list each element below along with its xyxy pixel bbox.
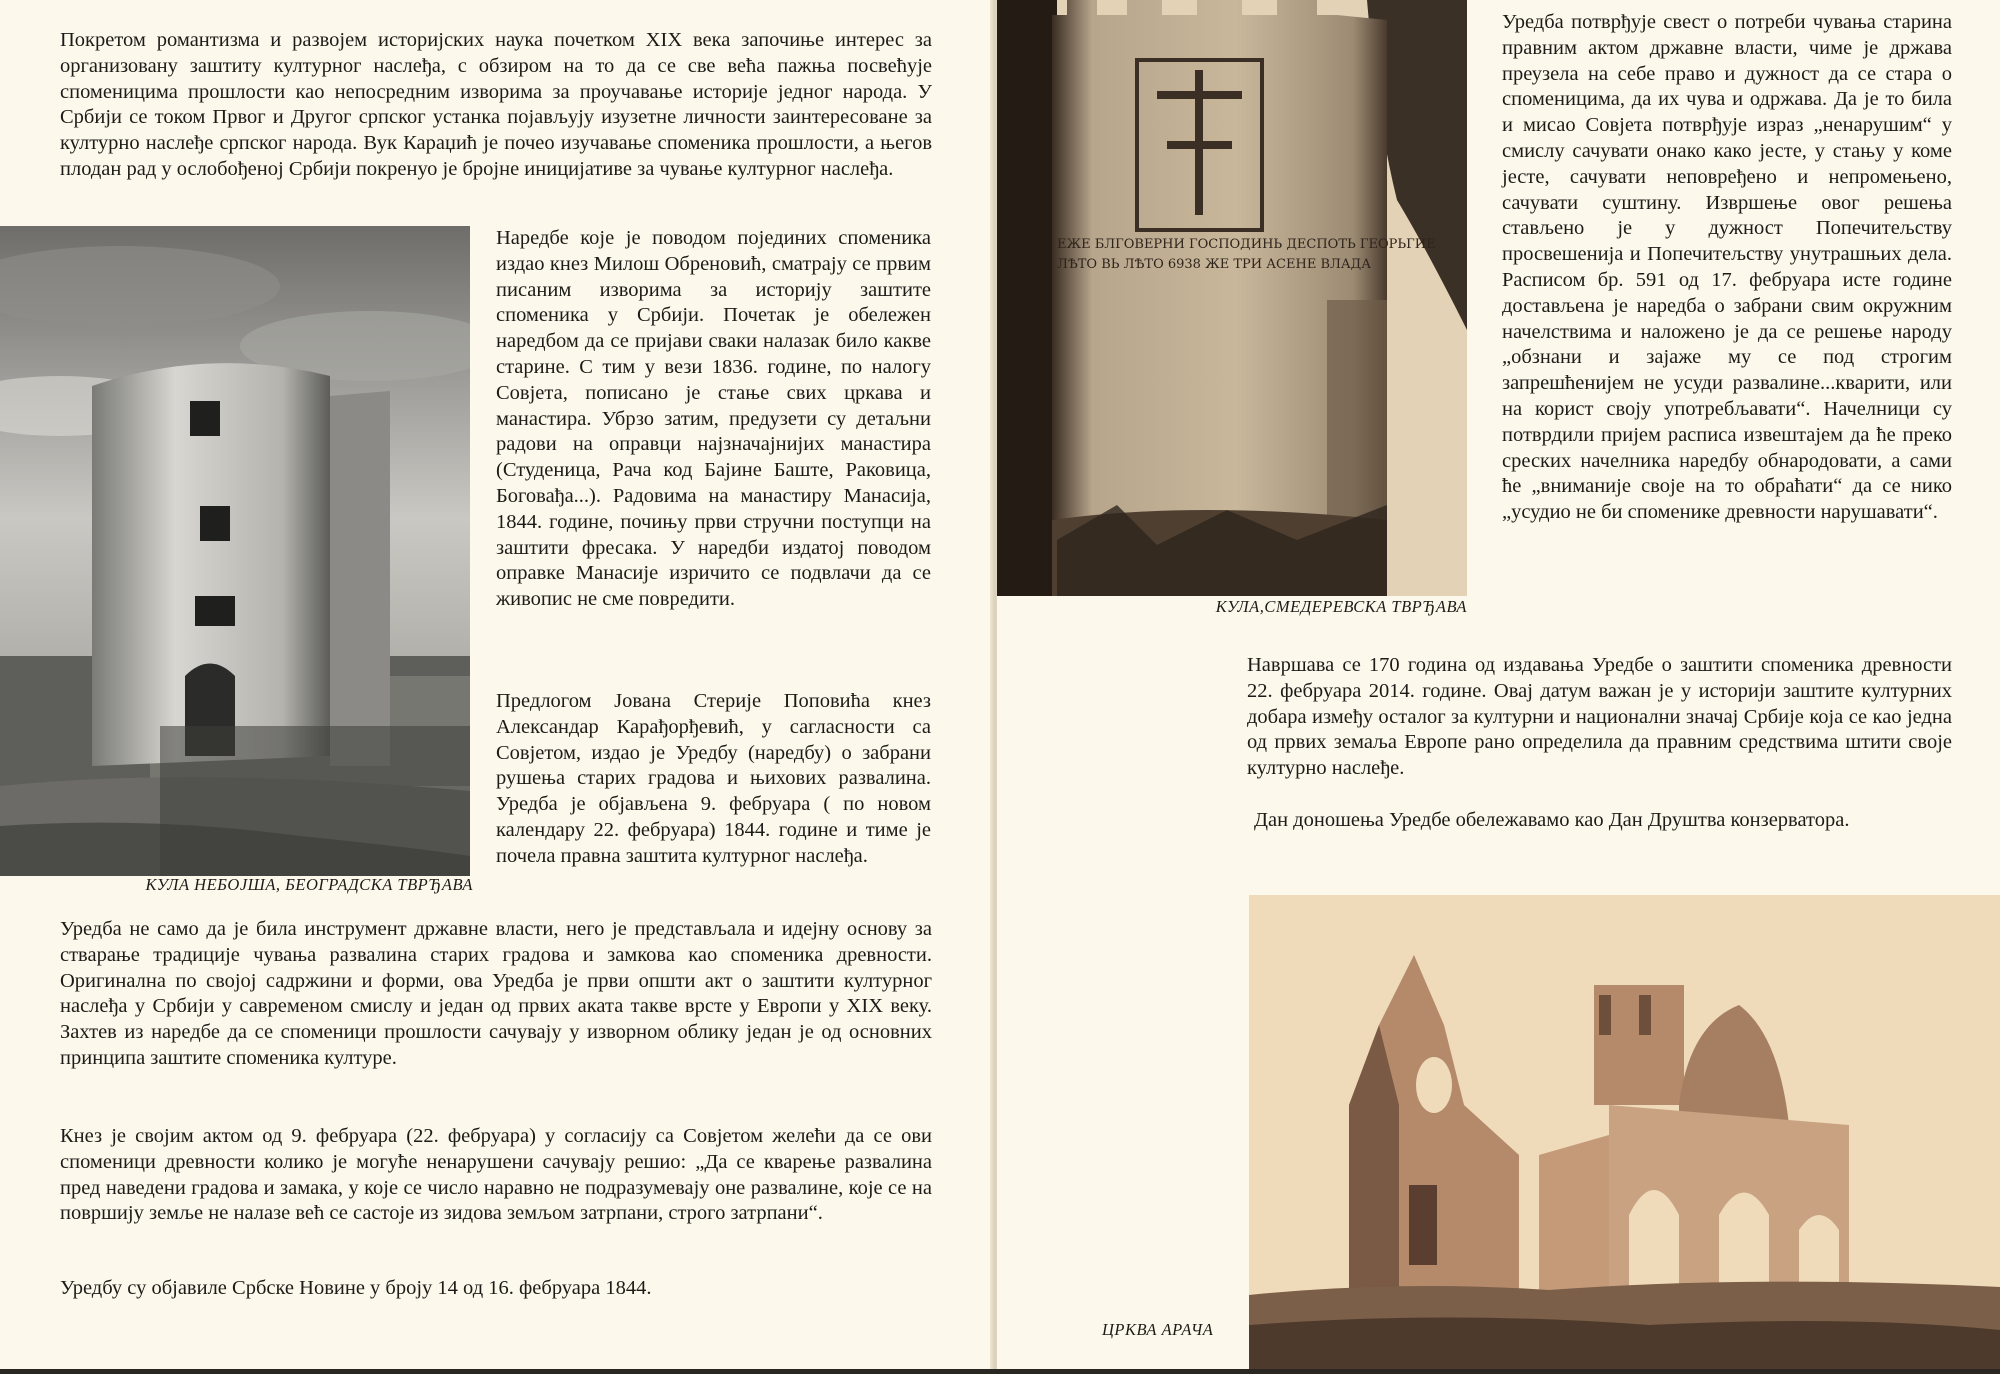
nebojsa-tower-image <box>0 226 470 876</box>
right-page <box>997 0 2000 1374</box>
paragraph-decree-confirmation: Уредба потврђује свест о потреби чувања старина правним актом државне власти, чиме је држава преузела на себе право и дужност да се стара о споменицима, да их чува и одржава. Да је то била и мисао Совјета потврђује израз „ненарушим“ у смислу сачувати онако како јесте, у стању у коме јесте, сачувати неповређено и непромењено, сачувати суштину. Извршење овог решења стављено је у дужност Попечитељству просвешенија и Попечитељству унутрашњих дела. Расписом бр. 591 од 17. фебруара исте године достављена је наредба о забрани свим окружним начелствима и наложено је да се решење народу „обзнани и зајаже му се под строгим запрешћенијем не усуди развалине...кварити, или на корист своју употребљавати“. Начелници су потврдили пријем расписа извештајем да ће преко среских начелника наредбу обнародовати, а сами ће „вниманије своје на то обраћати“ да се нико „усудио не би споменике древности нарушавати“. <box>1502 11 1952 524</box>
inscription-line-1: ЕЖЕ БЛГОВЕРНИ ГОСПОДИНЬ ДЕСПОТЬ ГЕОРЬГИЕ <box>1057 237 1436 252</box>
paragraph-decree-significance: Уредба не само да је била инструмент државне власти, него је представљала и идејну основу за стварање традиције чувања развалина старих градова и замкова као споменика древности. Оригинална по својој садржини и форми, ова Уредба је први општи акт о заштити културног наслеђа у Србији у савременом смислу и један од првих аката такве врсте у Европи у XIX веку. Захтев из наредбе да се споменици прошлости сачувају у изворном облику један је од основних принципа заштите споменика културе. <box>60 918 932 1069</box>
paragraph-milos-orders: Наредбе које је поводом појединих споменика издао кнез Милош Обреновић, сматрају се првим писаним изворима за историју заштите споменика у Србији. Почетак је обележен наредбом да се пријави сваки налазак било какве старине. С тим у вези 1836. године, по налогу Совјета, пописано је стање свих цркава и манастира. Убрзо затим, предузети су детаљни радови на оправци најзначајнијих манастира (Студеница, Рача код Бајине Баште, Раковица, Боговађа...). Радовима на манастиру Манасија, 1844. године, почињу први стручни поступци на заштити фресака. У наредби издатој поводом оправке Манасије изричито се подвлачи да се живопис не сме повредити. <box>496 227 931 611</box>
paragraph-conservators-day: Дан доношења Уредбе обележавамо као Дан Друштва конзерватора. <box>1254 809 1850 831</box>
inscription-line-2: ЛѢТО ВЬ ЛѢТО 6938 ЖЕ ТРИ АСЕНЕ ВЛАДА <box>1057 257 1372 272</box>
photo-smederevo-tower <box>997 0 1467 596</box>
paragraph-srbske-novine: Уредбу су објавиле Србске Новине у броју 14 од 16. фебруара 1844. <box>60 1277 652 1299</box>
caption-nebojsa-tower: КУЛА НЕБОЈША, БЕОГРАДСКА ТВРЂАВА <box>145 875 473 894</box>
caption-aracha-church: ЦРКВА АРАЧА <box>1102 1320 1214 1339</box>
aracha-church-image <box>1249 895 2000 1369</box>
left-page <box>0 0 993 1374</box>
smederevo-tower-image <box>997 0 1467 596</box>
paragraph-romanticism: Покретом романтизма и развојем историјских наука почетком XIX века започиње интерес за организовану заштиту културног наслеђа, с обзиром на то да се све већа пажња посвећује споменицима прошлости као непосредним изворима за проучавање историје једног народа. У Србији се током Првог и Другог српског устанка појављују изузетне личности заинтересоване за културно наслеђе српског народа. Вук Караџић је почео изучавање споменика прошлости, а његов плодан рад у ослобођеној Србији покренуо је бројне иницијативе за чување културног наслеђа. <box>60 29 932 180</box>
paragraph-decree-1844: Предлогом Јована Стерије Поповића кнез Александар Карађорђевић, у сагласности са Совјетом, издао је Уредбу (наредбу) о забрани рушења старих градова и њихових развалина. Уредба је објављена 9. фебруара ( по новом календару 22. фебруара) 1844. године и тиме је почела правна заштита културног наслеђа. <box>496 690 931 867</box>
caption-smederevo-tower: КУЛА,СМЕДЕРЕВСКА ТВРЂАВА <box>1215 597 1467 616</box>
photo-nebojsa-tower <box>0 226 470 876</box>
paragraph-170-years: Навршава се 170 година од издавања Уредбе о заштити споменика древности 22. фебруара 2014. године. Овај датум важан је у историји заштите културних добара између осталог за културни и национални значај Србије која се као једна од првих земаља Европе рано определила да правним средствима штити своје културно наслеђе. <box>1247 654 1952 780</box>
bottom-edge <box>0 1369 2000 1374</box>
paragraph-prince-act: Кнез је својим актом од 9. фебруара (22. фебруара) у согласију са Совјетом желећи да се ови споменици древности колико је могуће ненарушени сачувају решио: „Да се кварење развалина пред наведени градова и замака, у које се число наравно не подразумевају оне развалине, које се на површију земље не налазе већ се састоје из зидова земљом затрпани, строго затрпани“. <box>60 1125 932 1225</box>
photo-aracha-church <box>1249 895 2000 1369</box>
